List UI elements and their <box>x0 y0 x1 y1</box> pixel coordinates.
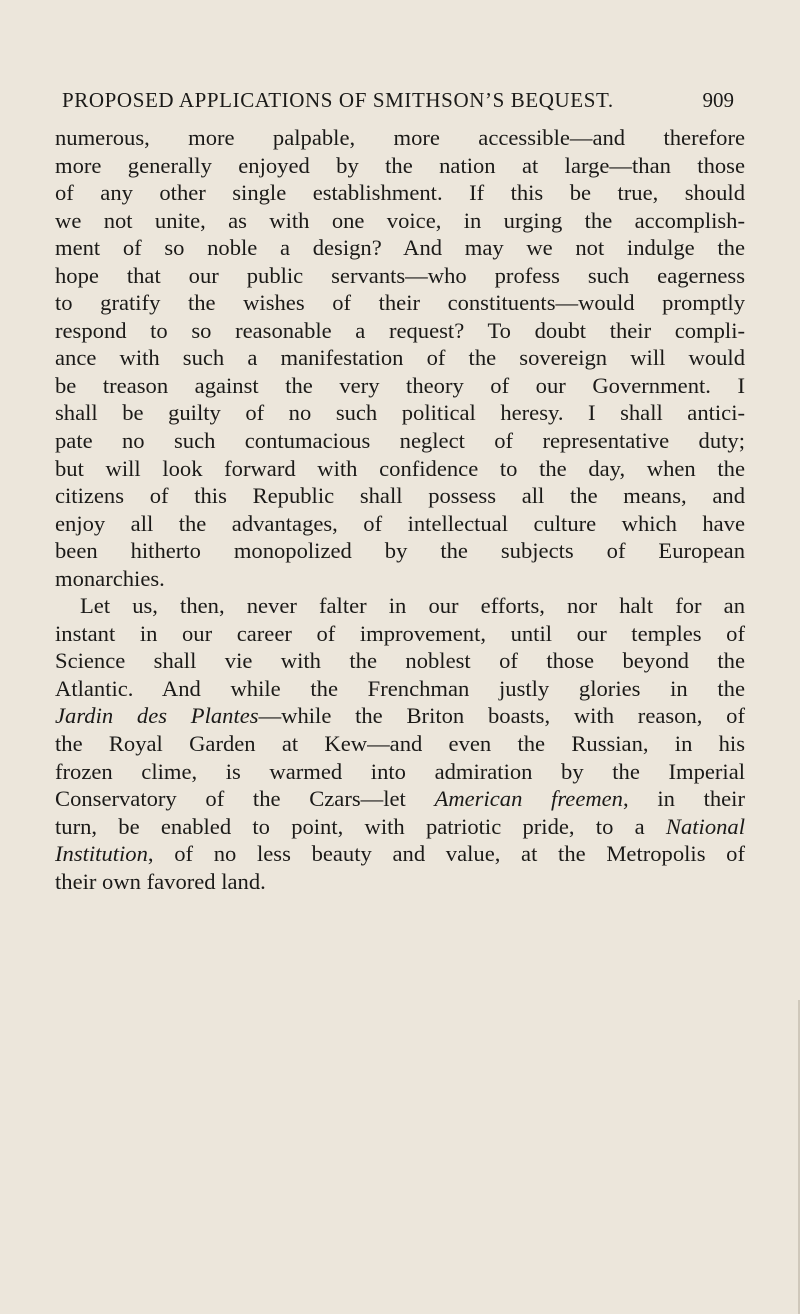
text-run: more generally enjoyed by the nation at large—than those <box>55 152 745 178</box>
italic-text: National <box>665 813 745 839</box>
text-run: the Royal Garden at Kew—and even the Russian, in his <box>55 731 745 757</box>
text-run: we not unite, as with one voice, in urging the accomplish- <box>55 207 745 233</box>
text-line <box>55 758 745 786</box>
text-line <box>55 730 745 758</box>
text-line <box>55 262 745 290</box>
text-line <box>55 124 745 152</box>
text-line <box>55 344 745 372</box>
text-line <box>55 675 745 703</box>
text-line <box>55 427 745 455</box>
text-run: of any other single establishment. If this be true, should <box>55 180 745 206</box>
paragraph <box>55 124 745 592</box>
text-run: respond to so reasonable a request? To doubt their compli- <box>55 317 745 343</box>
text-run: frozen clime, is warmed into admiration by the Imperial <box>55 758 745 784</box>
text-line <box>55 592 745 620</box>
running-title: PROPOSED APPLICATIONS OF SMITHSON’S BEQUEST. <box>62 88 614 112</box>
text-run: been hitherto monopolized by the subjects of European <box>55 538 745 564</box>
text-run: monarchies. <box>55 565 165 591</box>
text-run: turn, be enabled to point, with patriotic pride, to a <box>55 813 666 839</box>
text-line <box>55 510 745 538</box>
text-line <box>55 289 745 317</box>
text-line <box>55 702 745 730</box>
text-run: ance with such a manifestation of the sovereign will would <box>55 345 745 371</box>
text-run: citizens of this Republic shall possess all the means, and <box>55 483 745 509</box>
text-line <box>55 152 745 180</box>
text-line <box>55 785 745 813</box>
text-run: their own favored land. <box>55 868 266 894</box>
italic-text: Jardin des Plantes <box>55 703 259 729</box>
text-run: enjoy all the advantages, of intellectual culture which have <box>55 510 745 536</box>
italic-text: American freemen <box>434 786 623 812</box>
text-run: Let us, then, never falter in our efforts, nor halt for an <box>80 593 745 619</box>
text-line <box>55 179 745 207</box>
text-run: but will look forward with confidence to the day, when the <box>55 455 745 481</box>
running-head <box>62 88 734 116</box>
text-run: Atlantic. And while the Frenchman justly glories in the <box>55 675 745 701</box>
text-run: hope that our public servants—who profess such eagerness <box>55 262 745 288</box>
text-run: instant in our career of improvement, until our temples of <box>55 620 745 646</box>
text-line <box>55 565 745 593</box>
text-line <box>55 317 745 345</box>
text-line <box>55 813 745 841</box>
page-number: 909 <box>702 88 734 112</box>
text-run: shall be guilty of no such political heresy. I shall antici- <box>55 400 745 426</box>
text-line <box>55 840 745 868</box>
body-text <box>55 124 745 895</box>
text-run: pate no such contumacious neglect of representative duty; <box>55 428 745 454</box>
text-run: ment of so noble a design? And may we not indulge the <box>55 235 745 261</box>
text-line <box>55 647 745 675</box>
text-line <box>55 372 745 400</box>
text-line <box>55 234 745 262</box>
paragraph <box>55 592 745 895</box>
text-line <box>55 207 745 235</box>
text-run: numerous, more palpable, more accessible—and therefore <box>55 125 745 150</box>
text-line <box>55 537 745 565</box>
text-line <box>55 482 745 510</box>
text-run: be treason against the very theory of our Government. I <box>55 372 745 398</box>
text-line <box>55 455 745 483</box>
text-line <box>55 399 745 427</box>
text-run: —while the Briton boasts, with reason, of <box>258 703 745 729</box>
text-run: , in their <box>622 786 745 812</box>
text-run: Science shall vie with the noblest of those beyond the <box>55 648 745 674</box>
text-line <box>55 620 745 648</box>
text-run: to gratify the wishes of their constituents—would promptly <box>55 290 745 316</box>
text-run: Conservatory of the Czars—let <box>55 786 435 812</box>
text-run: , of no less beauty and value, at the Metropolis of <box>147 841 745 867</box>
text-line <box>55 868 745 896</box>
italic-text: Institution <box>55 841 148 867</box>
